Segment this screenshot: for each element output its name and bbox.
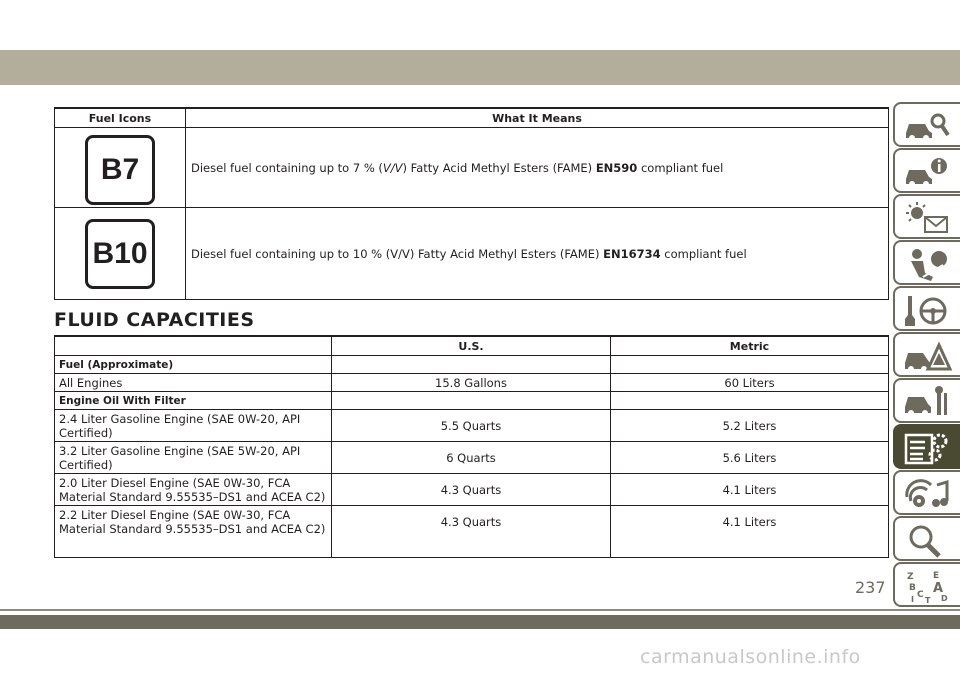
capacity-metric-value: 4.1 Liters <box>611 474 889 506</box>
tab-servicing-maintenance[interactable] <box>893 378 960 423</box>
fuel-meaning-cell <box>186 128 889 208</box>
capacity-header-blank <box>55 336 332 356</box>
svg-text:A: A <box>933 581 944 596</box>
fuel-icon-cell <box>55 128 186 208</box>
capacity-us-value: 6 Quarts <box>332 442 611 474</box>
tab-safety[interactable] <box>893 240 960 285</box>
tab-in-case-of-emergency[interactable] <box>893 332 960 377</box>
capacity-us-value: 4.3 Quarts <box>332 506 611 558</box>
index-letters-icon <box>903 569 953 605</box>
capacity-header-metric: Metric <box>611 336 889 356</box>
tab-warning-lights-messages[interactable] <box>893 194 960 239</box>
capacity-category-label: Fuel (Approximate) <box>55 356 332 374</box>
capacity-row <box>55 374 889 392</box>
car-service-icon <box>903 385 953 421</box>
fuel-meaning-text: ) Fatty Acid Methyl Esters (FAME) <box>402 160 596 175</box>
specifications-icon <box>903 431 953 467</box>
capacity-metric-value <box>611 356 889 374</box>
section-title: FLUID CAPACITIES <box>54 309 255 331</box>
tab-customer-assistance[interactable] <box>893 516 960 561</box>
tab-multimedia[interactable] <box>893 470 960 515</box>
capacity-us-value: 4.3 Quarts <box>332 474 611 506</box>
capacity-label: 2.2 Liter Diesel Engine (SAE 0W-30, FCA Material Standard 9.55535–DS1 and ACEA C2) <box>55 506 332 558</box>
capacity-metric-value: 5.6 Liters <box>611 442 889 474</box>
capacity-table-header-row <box>55 336 889 356</box>
watermark: carmanualsonline.info <box>640 646 861 668</box>
steering-starting-icon <box>903 293 953 329</box>
capacity-us-value <box>332 356 611 374</box>
fuel-icons-table <box>54 107 889 300</box>
fuel-meaning-unit: V/V <box>390 246 410 261</box>
capacity-label: 2.4 Liter Gasoline Engine (SAE 0W-20, API Certified) <box>55 410 332 442</box>
tab-getting-to-know-dashboard[interactable] <box>893 148 960 193</box>
fuel-meaning-text: Diesel fuel containing up to 10 % ( <box>191 246 391 261</box>
fuel-meaning-text: compliant fuel <box>660 246 747 261</box>
capacity-category-label: Engine Oil With Filter <box>55 392 332 410</box>
svg-text:C: C <box>917 590 924 600</box>
car-search-icon <box>903 109 953 145</box>
index-search-icon <box>903 523 953 559</box>
capacity-label: 2.0 Liter Diesel Engine (SAE 0W-30, FCA Material Standard 9.55535–DS1 and ACEA C2) <box>55 474 332 506</box>
fuel-table-header-icons: Fuel Icons <box>55 108 186 128</box>
svg-text:I: I <box>911 595 914 604</box>
tab-starting-operating[interactable] <box>893 286 960 331</box>
capacity-us-value: 5.5 Quarts <box>332 410 611 442</box>
fuel-meaning-unit: V/V <box>382 160 403 175</box>
fluid-capacities-table <box>54 335 889 558</box>
fuel-standard: EN590 <box>595 160 638 175</box>
tab-technical-specifications[interactable] <box>893 424 960 469</box>
capacity-metric-value: 60 Liters <box>611 374 889 392</box>
capacity-label: 3.2 Liter Gasoline Engine (SAE 5W-20, API Certified) <box>55 442 332 474</box>
svg-text:B: B <box>909 583 916 593</box>
tab-index[interactable] <box>893 562 960 607</box>
capacity-metric-value <box>611 392 889 410</box>
top-decorative-band <box>0 50 960 85</box>
fuel-table-header-meaning: What It Means <box>186 108 889 128</box>
capacity-us-value <box>332 392 611 410</box>
capacity-row <box>55 442 889 474</box>
capacity-label: All Engines <box>55 374 332 392</box>
warning-light-message-icon <box>903 201 953 237</box>
tab-getting-to-know-vehicle[interactable] <box>893 102 960 147</box>
fuel-standard: EN16734 <box>603 246 661 261</box>
capacity-category-row <box>55 392 889 410</box>
capacity-row <box>55 506 889 558</box>
multimedia-icon <box>903 477 953 513</box>
fuel-meaning-text: Diesel fuel containing up to 7 % ( <box>191 160 383 175</box>
capacity-category-row <box>55 356 889 374</box>
svg-text:D: D <box>941 594 948 603</box>
capacity-header-us: U.S. <box>332 336 611 356</box>
fuel-meaning-text: compliant fuel <box>637 160 724 175</box>
b7-fuel-icon: B7 <box>85 135 155 205</box>
page-number: 237 <box>855 578 886 597</box>
svg-text:Z: Z <box>907 572 914 582</box>
roadside-emergency-icon <box>903 339 953 375</box>
capacity-us-value: 15.8 Gallons <box>332 374 611 392</box>
fuel-table-row <box>55 208 889 300</box>
bottom-rule <box>0 609 960 611</box>
bottom-decorative-band <box>0 615 960 629</box>
fuel-meaning-text: ) Fatty Acid Methyl Esters (FAME) <box>409 246 604 261</box>
fuel-table-row <box>55 128 889 208</box>
capacity-metric-value: 4.1 Liters <box>611 506 889 558</box>
airbag-seat-icon <box>903 247 953 283</box>
svg-text:E: E <box>933 571 940 581</box>
capacity-row <box>55 474 889 506</box>
car-info-icon <box>903 155 953 191</box>
b10-fuel-icon: B10 <box>85 219 155 289</box>
fuel-table-header-row <box>55 108 889 128</box>
capacity-metric-value: 5.2 Liters <box>611 410 889 442</box>
svg-text:T: T <box>925 596 931 605</box>
capacity-row <box>55 410 889 442</box>
fuel-meaning-cell <box>186 208 889 300</box>
fuel-icon-cell <box>55 208 186 300</box>
